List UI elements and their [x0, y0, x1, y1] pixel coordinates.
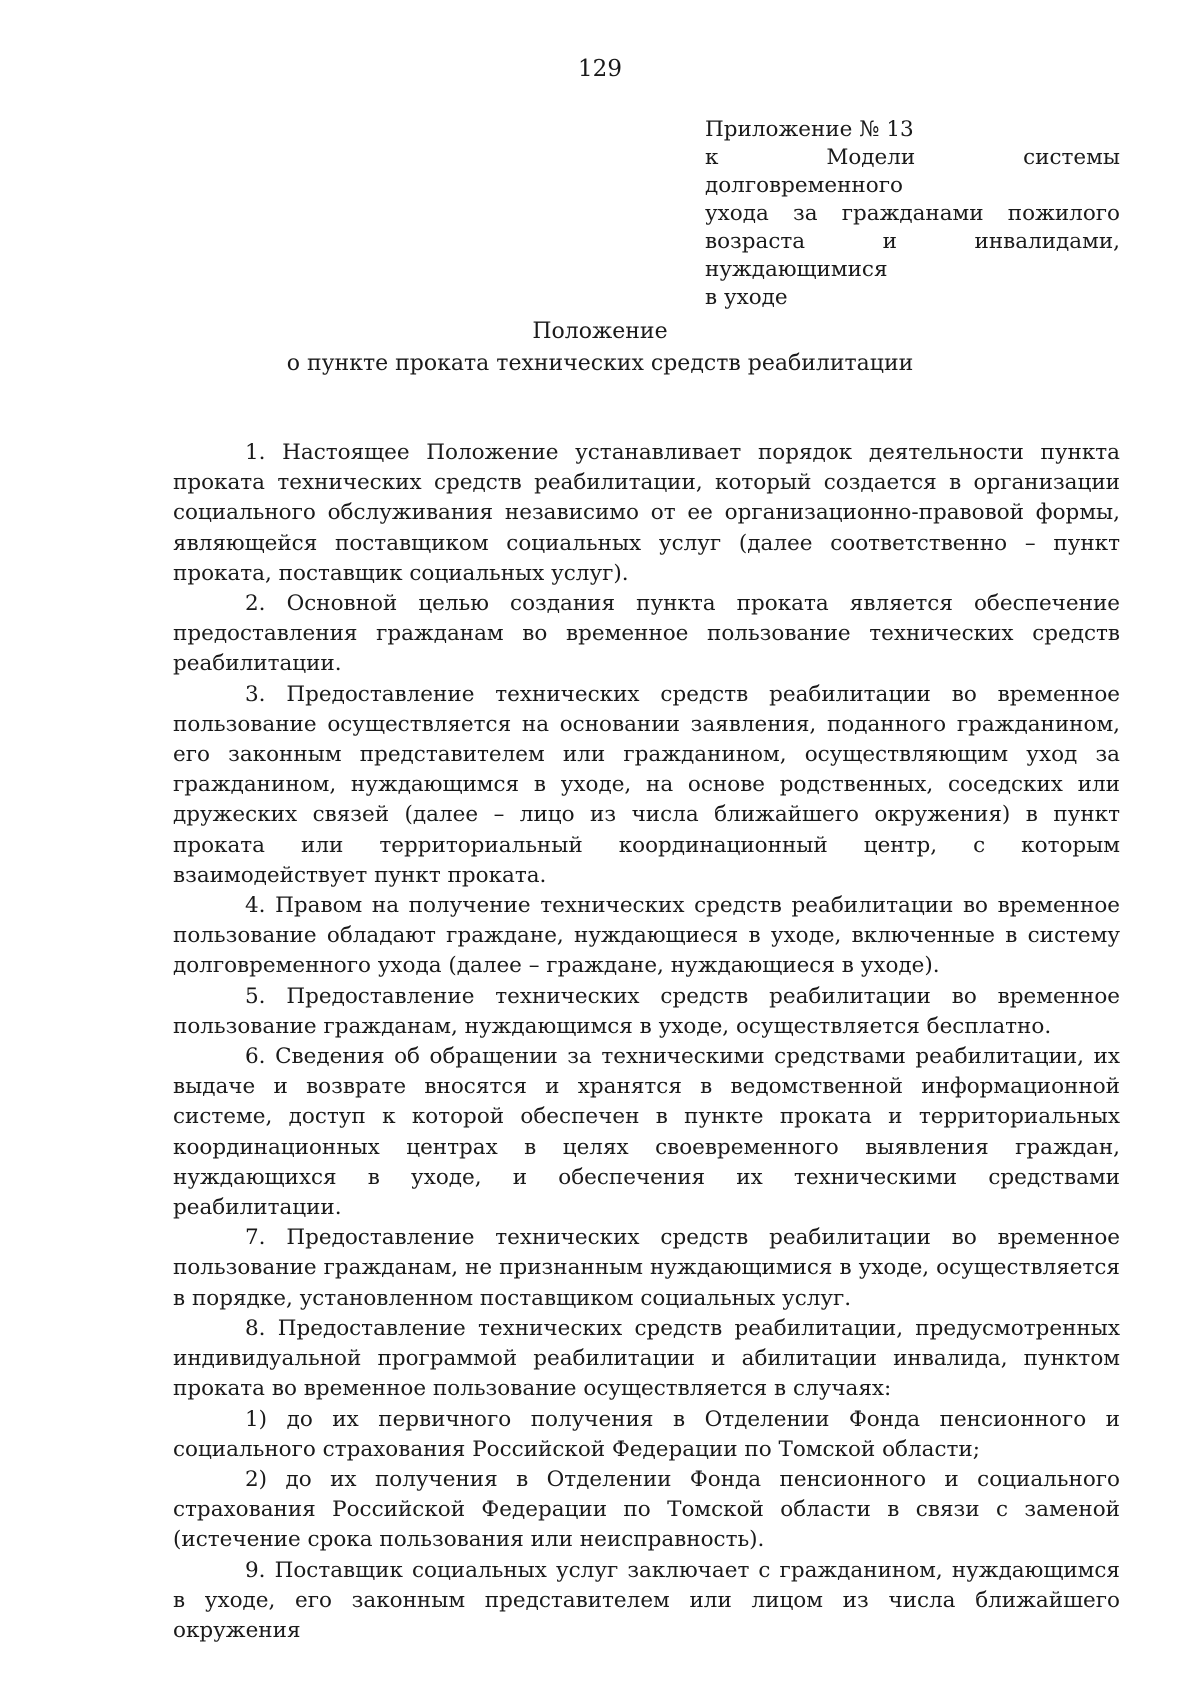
paragraph-7: 7. Предоставление технических средств реабилитации во временное пользование гражданам, не признанным нуждающимися в уходе, осуществляется в порядке, установленном поставщиком социальных услуг.	[173, 1225, 1120, 1311]
paragraph-1: 1. Настоящее Положение устанавливает порядок деятельности пункта проката технических средств реабилитации, который создается в организации социального обслуживания независимо от ее организационно-правовой формы, являющейся поставщиком социальных услуг (далее соответственно – пункт проката, поставщик социальных услуг).	[173, 440, 1120, 586]
paragraph-3: 3. Предоставление технических средств реабилитации во временное пользование осуществляется на основании заявления, поданного гражданином, его законным представителем или гражданином, осуществляющим уход за гражданином, нуждающимся в уходе, на основе родственных, соседских или дружеских связей (далее – лицо из числа ближайшего окружения) в пункт проката или территориальный координационный центр, с которым взаимодействует пункт проката.	[173, 681, 1120, 888]
page-number: 129	[578, 56, 622, 82]
paragraph-5: 5. Предоставление технических средств реабилитации во временное пользование гражданам, нуждающимся в уходе, осуществляется бесплатно.	[173, 983, 1120, 1039]
document-title	[0, 316, 1200, 380]
appendix-header	[705, 116, 1120, 312]
title-subheading: о пункте проката технических средств реабилитации	[286, 351, 914, 376]
paragraph-8: 8. Предоставление технических средств реабилитации, предусмотренных индивидуальной программой реабилитации и абилитации инвалида, пунктом проката во временное пользование осуществляется в случаях:	[173, 1315, 1120, 1402]
appendix-line: к Модели системы долговременного	[705, 145, 1120, 198]
title-heading: Положение	[532, 319, 668, 344]
paragraph-6: 6. Сведения об обращении за техническими средствами реабилитации, их выдаче и возврате вносятся и хранятся в ведомственной информационной системе, доступ к которой обеспечен в пункте проката и территориальных координационных центрах в целях своевременного выявления граждан, нуждающихся в уходе, и обеспечения их техническими средствами реабилитации.	[173, 1044, 1120, 1221]
document-body	[173, 438, 1120, 1646]
appendix-number: Приложение № 13	[705, 117, 914, 142]
paragraph-8-item-1: 1) до их первичного получения в Отделении Фонда пенсионного и социального страхования Российской Федерации по Томской области;	[173, 1406, 1120, 1462]
paragraph-4: 4. Правом на получение технических средств реабилитации во временное пользование обладают граждане, нуждающиеся в уходе, включенные в систему долговременного ухода (далее – граждане, нуждающиеся в уходе).	[173, 893, 1120, 979]
appendix-line: в уходе	[705, 285, 788, 310]
paragraph-9: 9. Поставщик социальных услуг заключает с гражданином, нуждающимся в уходе, его законным представителем или лицом из числа ближайшего окружения	[173, 1557, 1120, 1643]
appendix-line: ухода за гражданами пожилого	[705, 201, 1120, 226]
paragraph-2: 2. Основной целью создания пункта проката является обеспечение предоставления гражданам во временное пользование технических средств реабилитации.	[173, 591, 1120, 677]
appendix-line: возраста и инвалидами, нуждающимися	[705, 229, 1120, 282]
paragraph-8-item-2: 2) до их получения в Отделении Фонда пенсионного и социального страхования Российской Федерации по Томской области в связи с заменой (истечение срока пользования или неисправность).	[173, 1466, 1120, 1553]
